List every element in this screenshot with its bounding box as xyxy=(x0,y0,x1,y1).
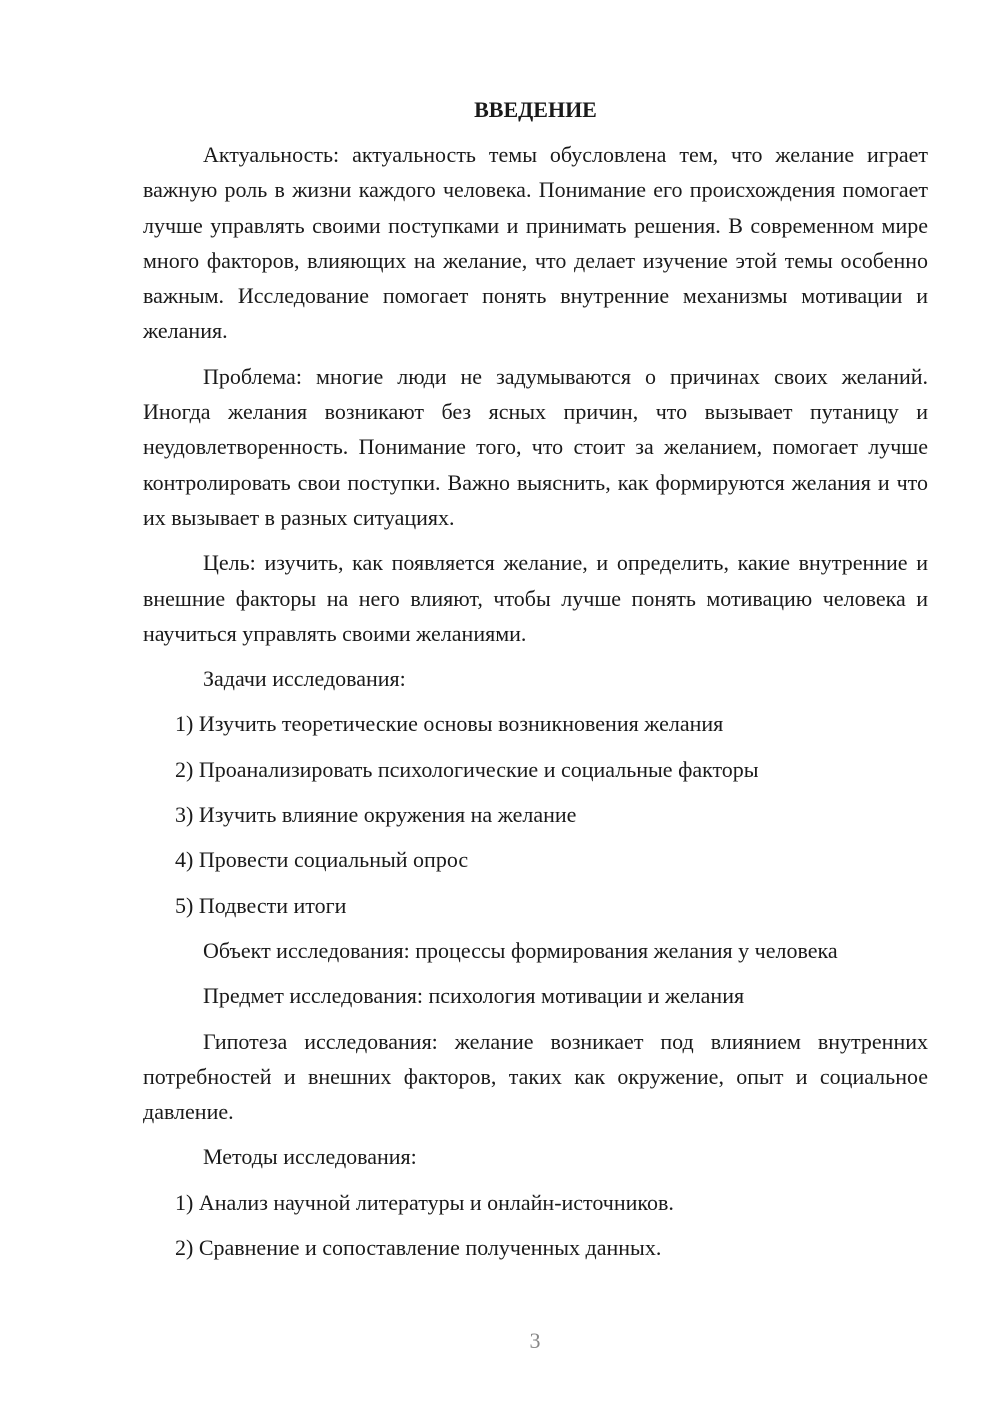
problem-paragraph: Проблема: многие люди не задумываются о причинах своих желаний. Иногда желания возникают без ясных причин, что вызывает путаницу и неудовлетворенность. Понимание того, что стоит за желанием, помогает лучше контролировать свои поступки. Важно выяснить, как формируются желания и что их вызывает в разных ситуациях. xyxy=(143,363,928,530)
hypothesis-paragraph: Гипотеза исследования: желание возникает под влиянием внутренних потребностей и внешних факторов, таких как окружение, опыт и социальное давление. xyxy=(143,1028,928,1125)
object-line: Объект исследования: процессы формирования желания у человека xyxy=(203,937,838,963)
tasks-heading: Задачи исследования: xyxy=(203,666,406,692)
page-number: 3 xyxy=(529,1328,541,1353)
task-item: 2) Проанализировать психологические и социальные факторы xyxy=(175,756,759,782)
method-item: 2) Сравнение и сопоставление полученных данных. xyxy=(175,1235,662,1261)
relevance-paragraph: Актуальность: актуальность темы обусловлена тем, что желание играет важную роль в жизни каждого человека. Понимание его происхождения помогает лучше управлять своими поступками и принимать решения. В современном мире много факторов, влияющих на желание, что делает изучение этой темы особенно важным. Исследование помогает понять внутренние механизмы мотивации и желания. xyxy=(143,142,928,344)
methods-heading: Методы исследования: xyxy=(203,1144,417,1170)
subject-line: Предмет исследования: психология мотивации и желания xyxy=(203,983,745,1009)
task-item: 4) Провести социальный опрос xyxy=(175,847,469,873)
task-item: 1) Изучить теоретические основы возникновения желания xyxy=(175,711,724,737)
section-title: ВВЕДЕНИЕ xyxy=(474,97,597,122)
task-item: 5) Подвести итоги xyxy=(175,892,347,918)
task-item: 3) Изучить влияние окружения на желание xyxy=(175,802,577,828)
document-body xyxy=(143,92,928,1275)
goal-paragraph: Цель: изучить, как появляется желание, и определить, какие внутренние и внешние факторы на него влияют, чтобы лучше понять мотивацию человека и научиться управлять своими желаниями. xyxy=(143,550,928,646)
method-item: 1) Анализ научной литературы и онлайн-источников. xyxy=(175,1189,674,1215)
